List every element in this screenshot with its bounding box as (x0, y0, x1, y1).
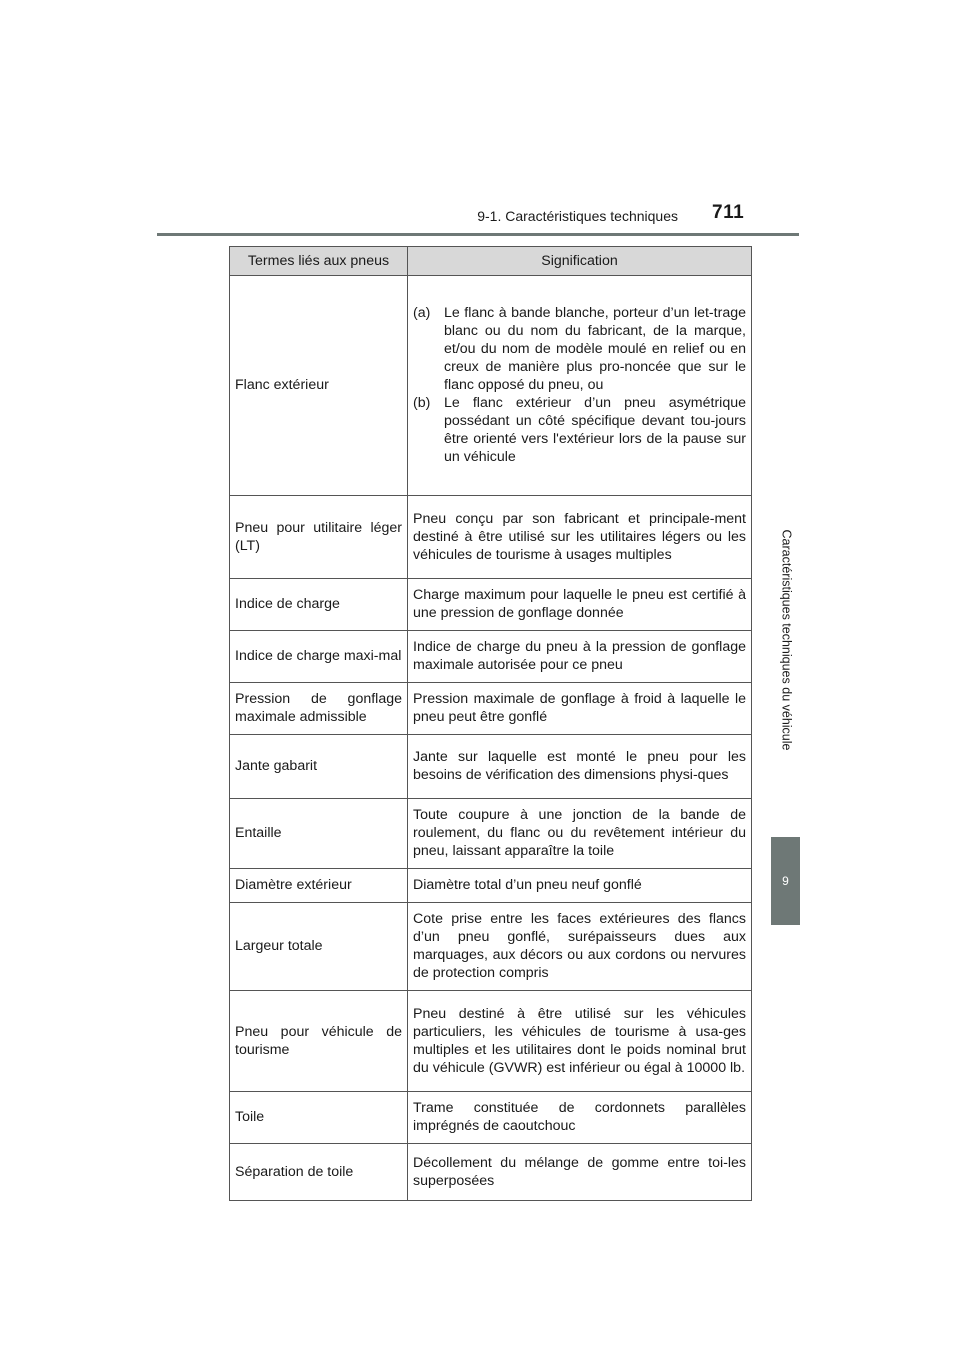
meaning-cell: Décollement du mélange de gomme entre toi-les superposées (408, 1144, 752, 1201)
term-cell: Pression de gonflage maximale admissible (230, 683, 408, 735)
meaning-cell: Pneu destiné à être utilisé sur les véhicules particuliers, les véhicules de tourisme à usa-ges multiples et les utilitaires dont le poids nominal brut du véhicule (GVWR) est inférieur ou égal à 10000 lb. (408, 991, 752, 1092)
meaning-cell: Jante sur laquelle est monté le pneu pour les besoins de vérification des dimensions physi-ques (408, 735, 752, 799)
term-cell: Entaille (230, 799, 408, 869)
table-row (230, 735, 752, 799)
term-cell: Flanc extérieur (230, 276, 408, 496)
header-rule (157, 233, 799, 236)
meaning-cell: Cote prise entre les faces extérieures des flancs d’un pneu gonflé, surépaisseurs dues aux marquages, aux décors ou aux cordons ou nervures de protection compris (408, 903, 752, 991)
meaning-cell: Toute coupure à une jonction de la bande de roulement, du flanc ou du revêtement intérieur du pneu, laissant apparaître la toile (408, 799, 752, 869)
list-marker: (b) (413, 395, 431, 411)
term-cell: Largeur totale (230, 903, 408, 991)
tire-terms-table (229, 246, 752, 1201)
table-row (230, 799, 752, 869)
meaning-cell: Indice de charge du pneu à la pression de gonflage maximale autorisée pour ce pneu (408, 631, 752, 683)
term-cell: Toile (230, 1092, 408, 1144)
list-text: Le flanc extérieur d’un pneu asymétrique possédant un côté spécifique devant tou-jours être orienté vers l'extérieur lors de la pause sur un véhicule (444, 395, 746, 465)
table-header-row (230, 247, 752, 276)
list-item (413, 304, 746, 394)
table-row (230, 631, 752, 683)
table-row (230, 579, 752, 631)
meaning-cell: Pression maximale de gonflage à froid à laquelle le pneu peut être gonflé (408, 683, 752, 735)
chapter-side-label-text: Caractéristiques techniques du véhicule (779, 529, 793, 751)
table-row (230, 683, 752, 735)
meaning-cell: Diamètre total d’un pneu neuf gonflé (408, 869, 752, 903)
table-row (230, 496, 752, 579)
chapter-side-label (772, 440, 800, 840)
meaning-cell: Pneu conçu par son fabricant et principale-ment destiné à être utilisé sur les utilitaires légers ou les véhicules de tourisme à usages multiples (408, 496, 752, 579)
header-meaning: Signification (408, 247, 752, 276)
table-row (230, 1092, 752, 1144)
table-row (230, 903, 752, 991)
term-cell: Diamètre extérieur (230, 869, 408, 903)
page-number: 711 (712, 202, 745, 223)
table-row (230, 991, 752, 1092)
meaning-cell: Charge maximum pour laquelle le pneu est certifié à une pression de gonflage donnée (408, 579, 752, 631)
term-cell: Séparation de toile (230, 1144, 408, 1201)
term-cell: Pneu pour véhicule de tourisme (230, 991, 408, 1092)
table-row (230, 869, 752, 903)
term-cell: Pneu pour utilitaire léger (LT) (230, 496, 408, 579)
term-cell: Indice de charge maxi-mal (230, 631, 408, 683)
meaning-cell: Trame constituée de cordonnets parallèles imprégnés de caoutchouc (408, 1092, 752, 1144)
table-row (230, 1144, 752, 1201)
term-cell: Indice de charge (230, 579, 408, 631)
list-text: Le flanc à bande blanche, porteur d’un let-trage blanc ou du nom du fabricant, de la marque, et/ou du nom de modèle moulé en relief ou en creux de manière plus pro-noncée que sur le flanc opposé du pneu, ou (444, 305, 746, 393)
chapter-tab: 9 (771, 837, 800, 925)
list-item (413, 394, 746, 466)
table-row (230, 276, 752, 496)
term-cell: Jante gabarit (230, 735, 408, 799)
meaning-cell (408, 276, 752, 496)
section-title: 9-1. Caractéristiques techniques (477, 208, 678, 224)
list-marker: (a) (413, 305, 431, 321)
header-terms: Termes liés aux pneus (230, 247, 408, 276)
